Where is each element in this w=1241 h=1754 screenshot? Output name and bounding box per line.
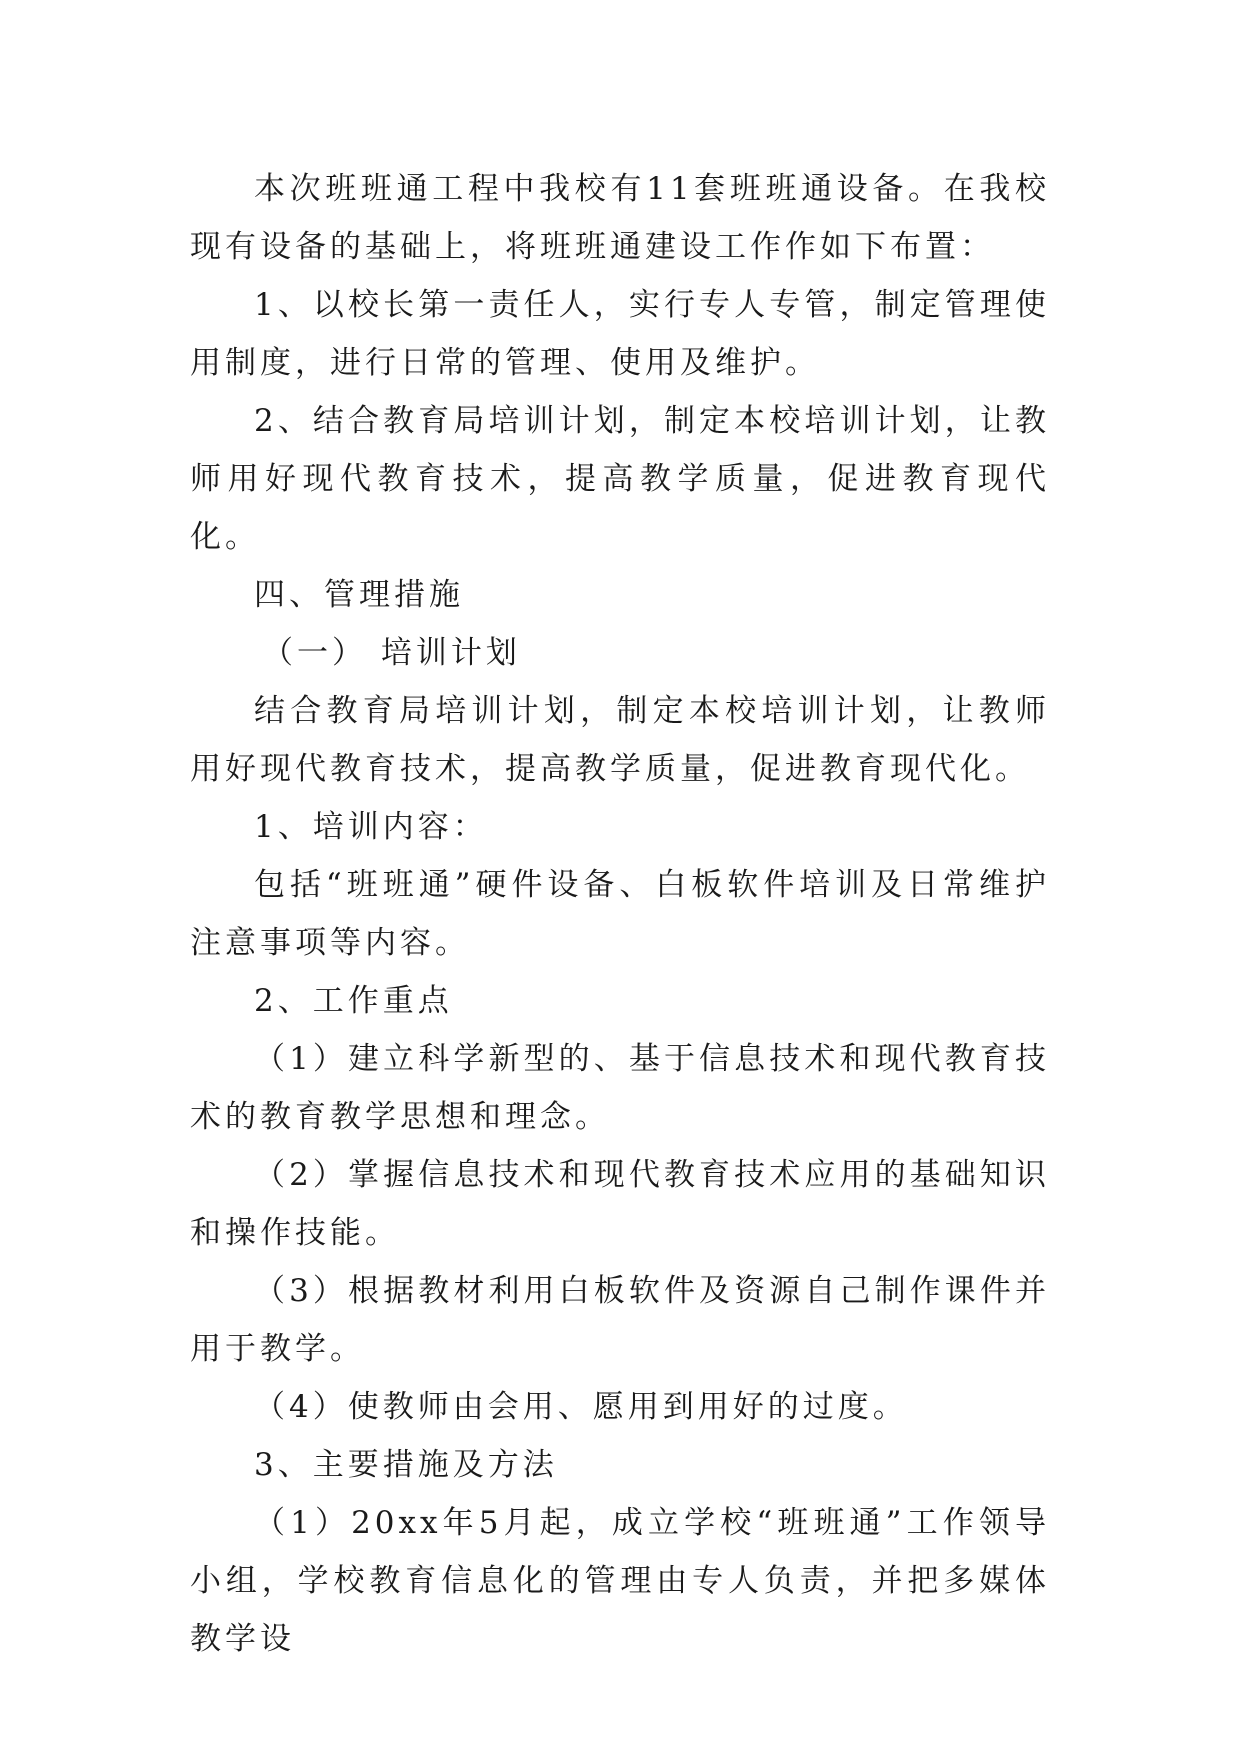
document-body [190,160,1050,1668]
paragraph-focus-1: （1）建立科学新型的、基于信息技术和现代教育技术的教育教学思想和理念。 [190,1041,1050,1135]
paragraph-measure-1: （1）20xx年5月起，成立学校“班班通”工作领导小组，学校教育信息化的管理由专人负责，并把多媒体教学设 [190,1505,1050,1657]
paragraph-training-plan: 结合教育局培训计划，制定本校培训计划，让教师用好现代教育技术，提高教学质量，促进教育现代化。 [190,693,1050,787]
heading-training-content: 1、培训内容： [254,809,488,845]
paragraph-intro: 本次班班通工程中我校有11套班班通设备。在我校现有设备的基础上，将班班通建设工作作如下布置： [190,171,1050,265]
paragraph-training-content: 包括“班班通”硬件设备、白板软件培训及日常维护注意事项等内容。 [190,867,1050,961]
heading-work-focus: 2、工作重点 [254,983,453,1019]
section-heading-management: 四、管理措施 [254,577,464,613]
paragraph-focus-4: （4）使教师由会用、愿用到用好的过度。 [254,1389,908,1425]
paragraph-item-2: 2、结合教育局培训计划，制定本校培训计划，让教师用好现代教育技术，提高教学质量，促进教育现代化。 [190,403,1050,555]
heading-main-measures: 3、主要措施及方法 [254,1447,558,1483]
paragraph-focus-3: （3）根据教材利用白板软件及资源自己制作课件并用于教学。 [190,1273,1050,1367]
paragraph-item-1: 1、以校长第一责任人，实行专人专管，制定管理使用制度，进行日常的管理、使用及维护。 [190,287,1050,381]
paragraph-focus-2: （2）掌握信息技术和现代教育技术应用的基础知识和操作技能。 [190,1157,1050,1251]
subsection-heading-training-plan: （一） 培训计划 [262,635,521,671]
